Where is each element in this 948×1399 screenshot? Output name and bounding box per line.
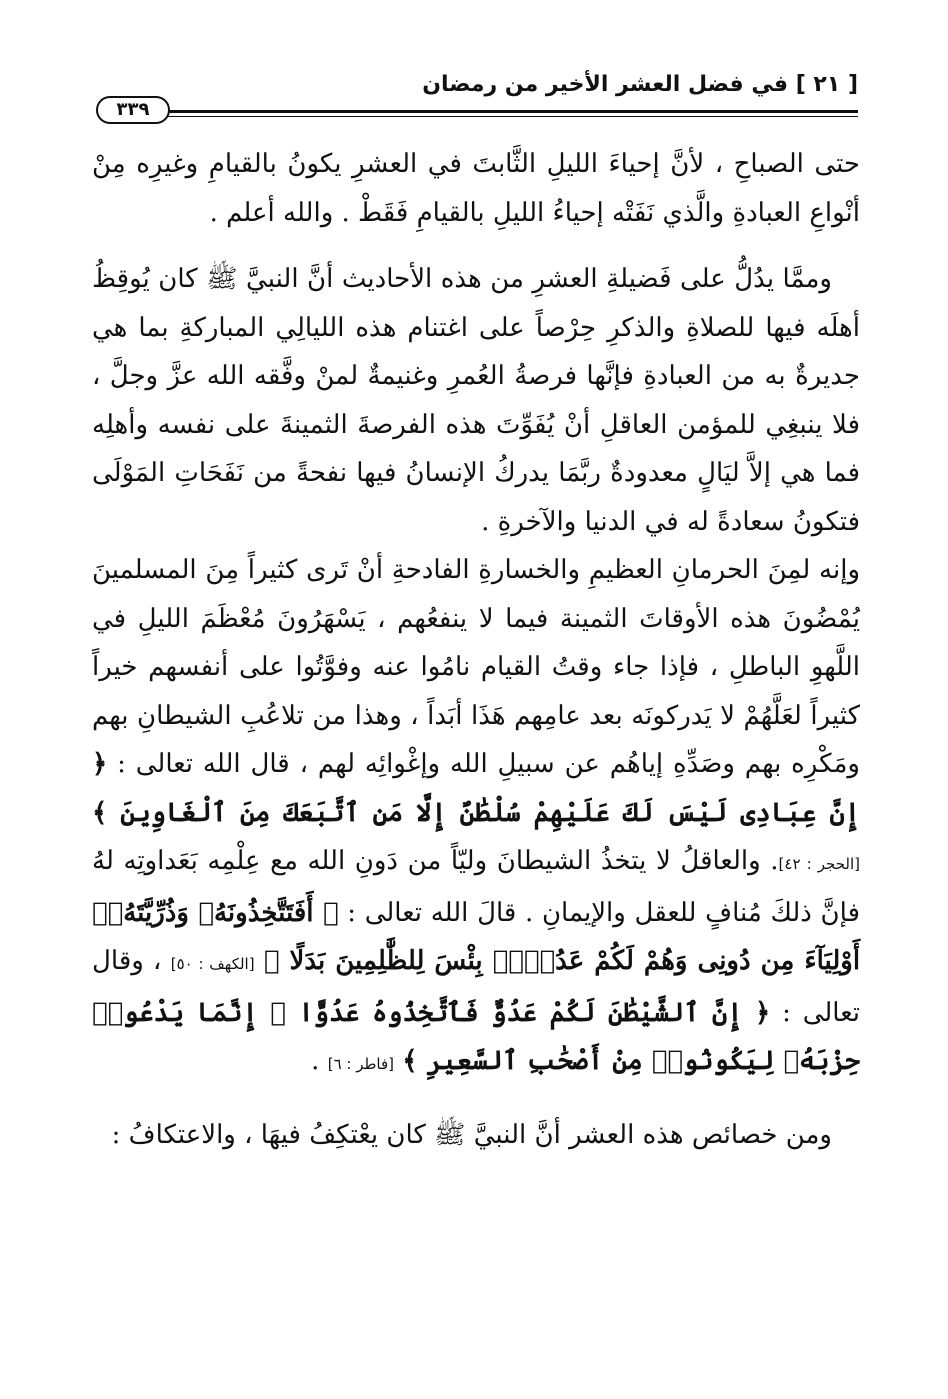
- paragraph-4: ومن خصائص هذه العشر أنَّ النبيَّ ﷺ كان يعْتكِفُ فيهَا ، والاعتكافُ :: [111, 1119, 832, 1150]
- running-header: [96, 68, 858, 124]
- paragraph-3: [92, 546, 860, 1089]
- paragraph-1: حتى الصباحِ ، لأنَّ إحياءَ الليلِ الثَّابتَ في العشرِ يكونُ بالقيامِ وغيرِه مِنْ أنْواعِ العبادةِ والَّذي نَفَتْه إحياءُ الليلِ بالقيامِ فَقَطْ . والله أعلم .: [92, 149, 860, 228]
- chapter-heading: [422, 72, 858, 97]
- chapter-title: في فضل العشر الأخير من رمضان: [422, 72, 789, 97]
- chapter-number: [ ٢١ ]: [795, 72, 858, 97]
- header-rule: [162, 110, 858, 113]
- paragraph-3-text-c: ، وقال تعالى :: [92, 946, 860, 1028]
- paragraph-3-end: .: [311, 1046, 320, 1076]
- header-rule-thin: [162, 116, 858, 117]
- quran-verse-1: ﴿ إِنَّ عِبَادِى لَيْسَ لَكَ عَلَيْهِمْ سُلْطَٰنٌ إِلَّا مَنِ ٱتَّبَعَكَ مِنَ ٱلْغَاوِينَ ﴾: [92, 749, 860, 828]
- quran-verse-2: ﴿ أَفَتَتَّخِذُونَهُۥ وَذُرِّيَّتَهُۥٓ أَوْلِيَآءَ مِن دُونِى وَهُمْ لَكُمْ عَدُوٌّۢ بِئْسَ لِلظَّٰلِمِينَ بَدَلًا ﴾: [92, 897, 861, 976]
- verse-reference-1: [الحجر : ٤٢]: [778, 855, 860, 873]
- verse-reference-3: [فاطر : ٦]: [327, 1055, 395, 1073]
- quran-verse-3: ﴿ إِنَّ ٱلشَّيْطَٰنَ لَكُمْ عَدُوٌّ فَٱتَّخِذُوهُ عَدُوًّا ۚ إِنَّمَا يَدْعُوا۟ حِزْبَهُۥ لِيَكُونُوا۟ مِنْ أَصْحَٰبِ ٱلسَّعِيرِ ﴾: [92, 997, 860, 1076]
- paragraph-3-text-b: . والعاقلُ لا يتخذُ الشيطانَ وليّاً من دَونِ الله مع عِلْمِه بَعَداوتِه لهُ فإنَّ ذلكَ مُنافٍ للعقل والإيمانِ . قالَ الله تعالى :: [92, 846, 860, 928]
- paragraph-2: وممَّا يدُلُّ على فَضيلةِ العشرِ من هذه الأحاديث أنَّ النبيَّ ﷺ كان يُوقِظُ أهلَه فيها للصلاةِ والذكرِ حِرْصاً على اغتنام هذه الليالِي المباركةِ بما هي جديرةٌ به من العبادةِ فإنَّها فرصةُ العُمرِ وغنيمةٌ لمنْ وفَّقه الله عزَّ وجلَّ ، فلا ينبغِي للمؤمن العاقلِ أنْ يُفَوِّتَ هذه الفرصةَ الثمينةَ على نفسه وأهلِه فما هي إلاَّ ليَالٍ معدودةٌ ربَّمَا يدركُ الإنسانُ فيها نفحةً من نَفَحَاتِ المَوْلَى فتكونُ سعادةً له في الدنيا والآخرةِ .: [92, 264, 860, 537]
- page-number: ٣٣٩: [96, 96, 170, 124]
- verse-reference-2: [الكهف : ٥٠]: [170, 955, 255, 973]
- paragraph-3-text-a: وإنه لمِنَ الحرمانِ العظيمِ والخسارةِ الفادحةِ أنْ تَرى كثيراً مِنَ المسلمينَ يُمْضُونَ هذه الأوقاتَ الثمينة فيما لا ينفعُهم ، يَسْهَرُونَ مُعْظَمَ الليلِ في اللَّهوِ الباطلِ ، فإذا جاء وقتُ القيام نامُوا عنه وفوَّتُوا على أنفسهم خيراً كثيراً لعَلَّهُمْ لا يَدركونَه بعد عامِهم هَذَا أبَداً ، وهذا من تلاعُبِ الشيطانِ بهم ومَكْرِه بهم وصَدِّهِ إياهُم عن سبيلِ الله وإغْوائِه لهم ، قال الله تعالى :: [92, 555, 860, 779]
- body-text: [92, 140, 860, 1159]
